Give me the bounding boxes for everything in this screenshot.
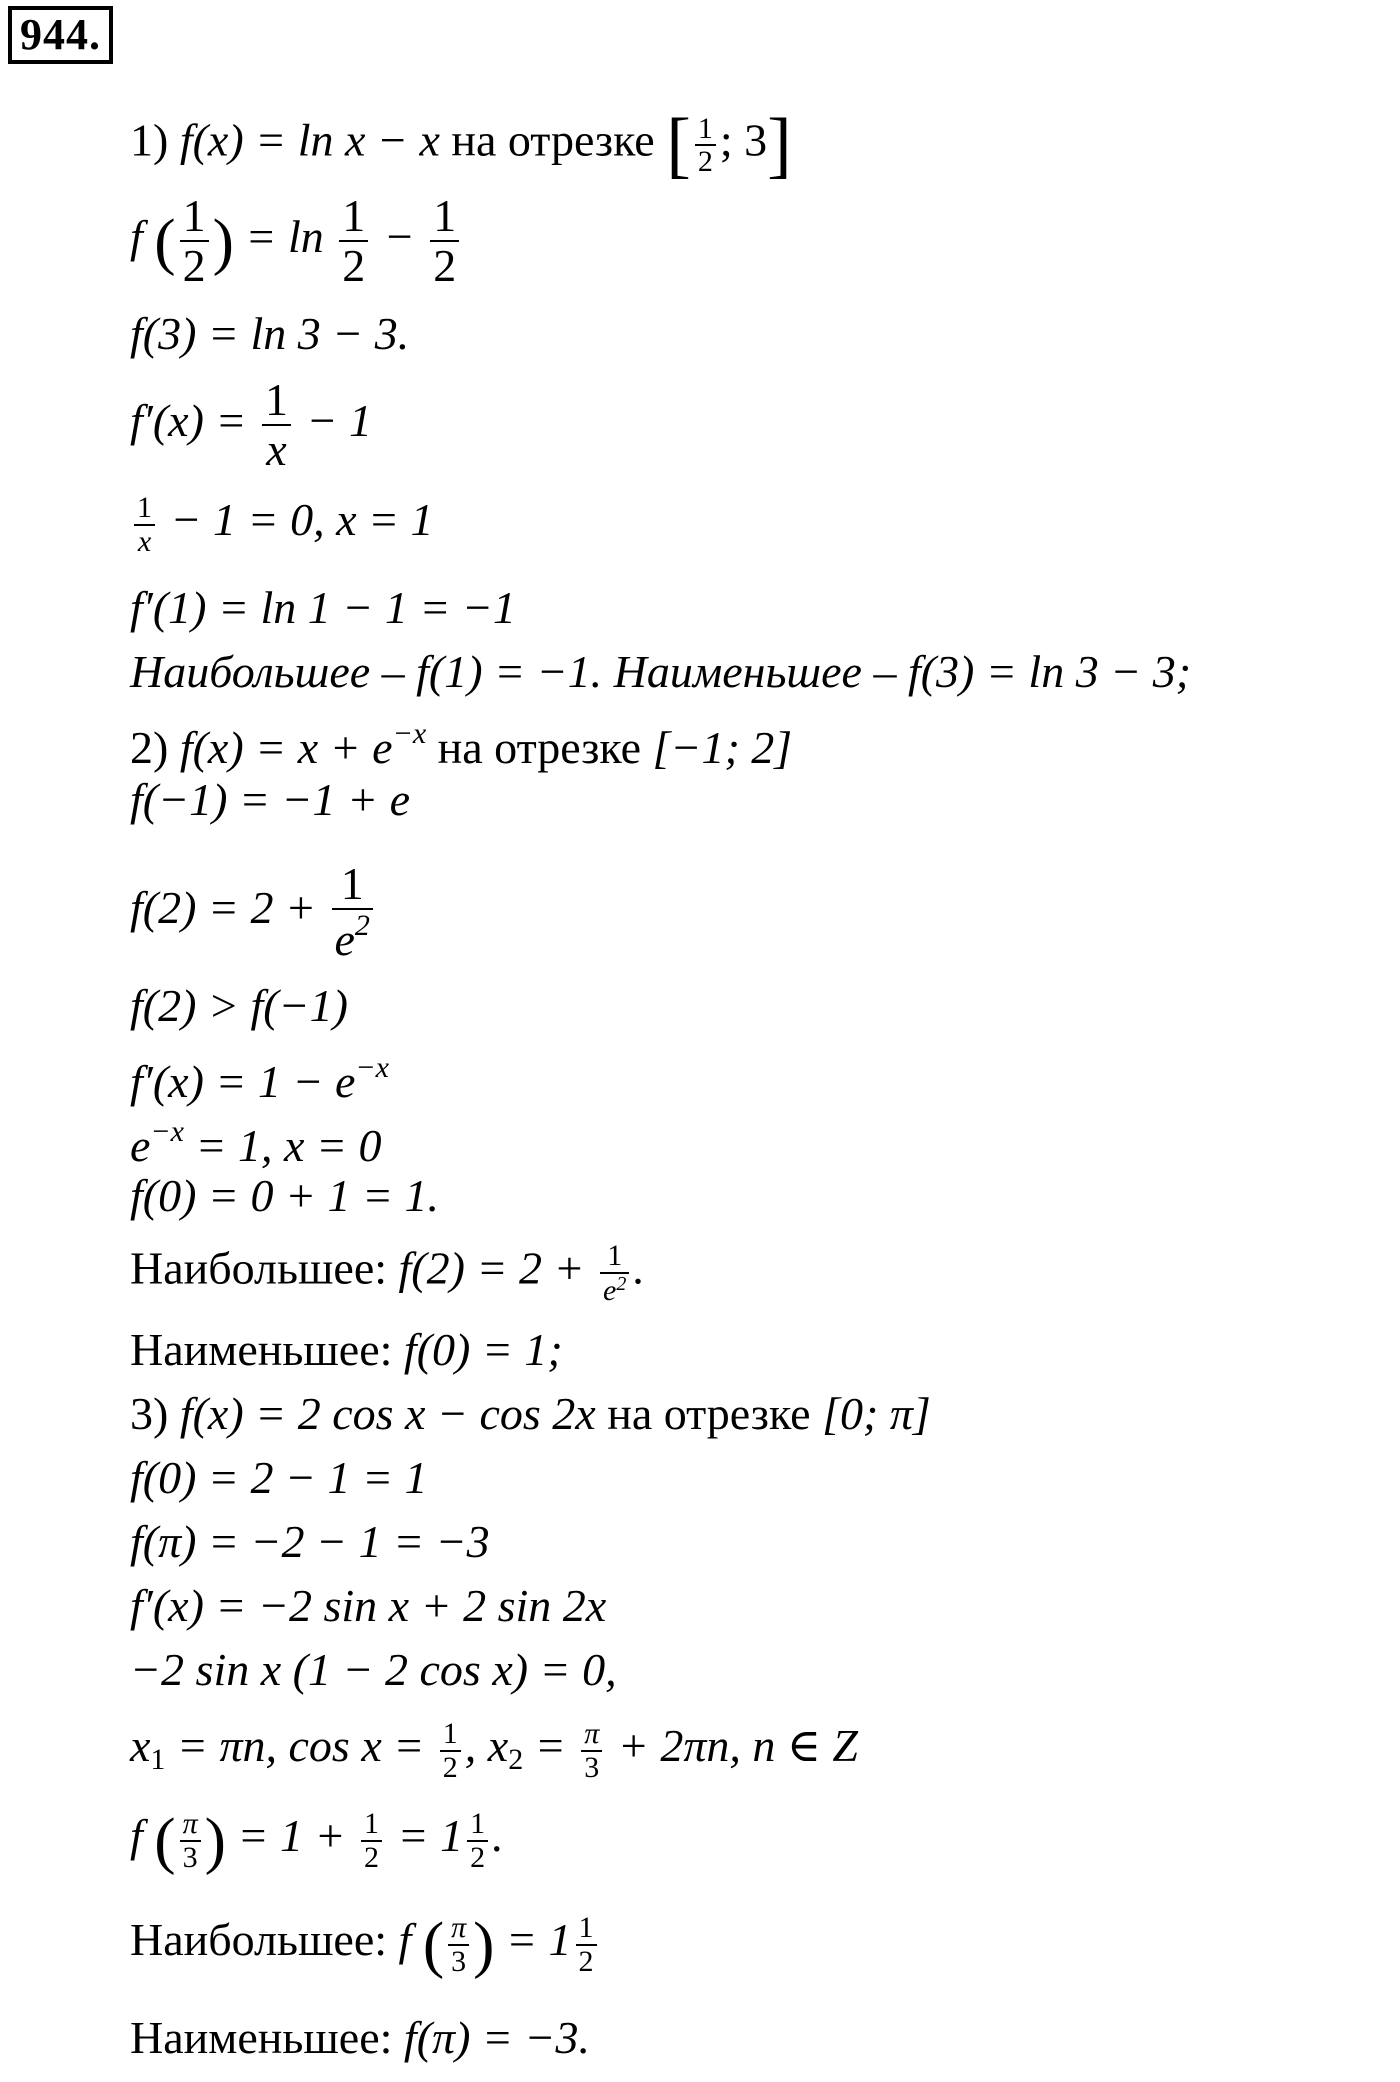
- part3-statement: 3) f(x) = 2 cos x − cos 2x на отрезке [0; π]: [130, 1388, 931, 1439]
- part1-statement: 1) f(x) = ln x − x на отрезке [ $\frac{1}{2}$ ; 3]: [130, 104, 792, 186]
- part3-min: Наименьшее: f(π) = −3.: [130, 2012, 590, 2063]
- part1-equation: $\frac{1}{x}$ − 1 = 0, x = 1: [130, 492, 434, 557]
- part2-max: Наибольшее: f(2) = 2 + $\frac{1}{e^2}$ .: [130, 1239, 645, 1307]
- problem-number: 944.: [8, 6, 113, 64]
- part2-statement: 2) $f(x) = x + e^{-x}$ на отрезке [−1; 2]: [130, 717, 793, 773]
- part3-factored: −2 sin x (1 − 2 cos x) = 0,: [130, 1644, 617, 1695]
- part2-compare: f(2) > f(−1): [130, 980, 348, 1031]
- part2-min: Наименьшее: f(0) = 1;: [130, 1324, 563, 1375]
- part1-conclusion: Наибольшее – f(1) = −1. Наименьшее – f(3) = ln 3 − 3;: [130, 646, 1192, 697]
- part1-f3: f(3) = ln 3 − 3.: [130, 308, 410, 359]
- part2-f-minus1: f(−1) = −1 + e: [130, 774, 410, 825]
- part2-equation: $e^{-x} = 1$, x = 0: [130, 1115, 382, 1171]
- part1-f-half: f ( $\frac{1}{2}$ ) = ln $\frac{1}{2}$ − $\frac{1}{2}$: [130, 192, 463, 291]
- part1-fprime: f′(x) = $\frac{1}{x}$ − 1: [130, 374, 372, 476]
- part2-fprime: $f'(x) = 1 - e^{-x}$: [130, 1051, 389, 1107]
- part2-f0: f(0) = 0 + 1 = 1.: [130, 1170, 440, 1221]
- part3-fprime: f′(x) = −2 sin x + 2 sin 2x: [130, 1580, 607, 1631]
- part3-max: Наибольшее: f ( $\frac{\pi}{3}$ ) = 1 $\frac{1}{2}$: [130, 1912, 601, 1977]
- part3-f-pi3: f ( $\frac{\pi}{3}$ ) = 1 + $\frac{1}{2}$ = 1 $\frac{1}{2}$ .: [130, 1804, 504, 1876]
- part3-fpi: f(π) = −2 − 1 = −3: [130, 1516, 490, 1567]
- part3-f0: f(0) = 2 − 1 = 1: [130, 1452, 428, 1503]
- part3-roots: $x_1 = \pi n$, cos x = $\frac{1}{2}$ , $x_2$ = $\frac{\pi}{3}$ + 2πn, n ∈ Z: [130, 1717, 859, 1784]
- part1-f1: f′(1) = ln 1 − 1 = −1: [130, 582, 516, 633]
- part2-f2: f(2) = 2 + $\frac{1}{e^2}$: [130, 860, 377, 965]
